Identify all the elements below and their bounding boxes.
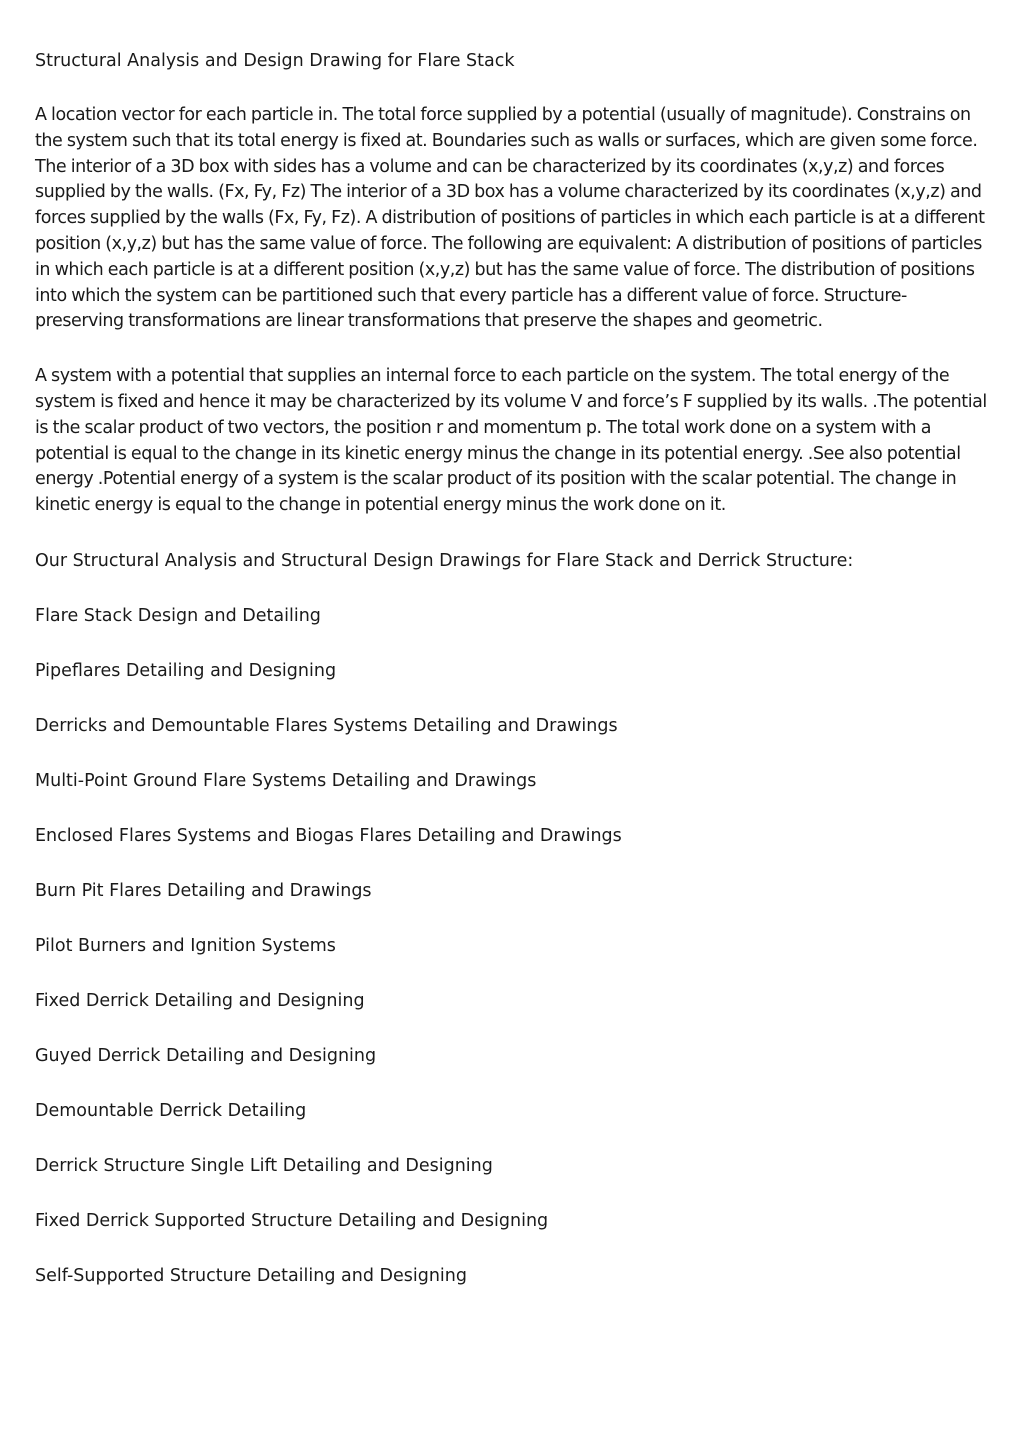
list-item: Pipeflares Detailing and Designing (35, 660, 337, 681)
list-item: Enclosed Flares Systems and Biogas Flares Detailing and Drawings (35, 825, 622, 846)
list-item: Guyed Derrick Detailing and Designing (35, 1045, 377, 1066)
list-item: Multi-Point Ground Flare Systems Detailing and Drawings (35, 770, 537, 791)
list-item: Demountable Derrick Detailing (35, 1100, 307, 1121)
list-item: Fixed Derrick Detailing and Designing (35, 990, 365, 1011)
list-item: Self-Supported Structure Detailing and Designing (35, 1265, 467, 1286)
list-item: Pilot Burners and Ignition Systems (35, 935, 336, 956)
document-title: Structural Analysis and Design Drawing for Flare Stack (35, 51, 515, 71)
list-item: Burn Pit Flares Detailing and Drawings (35, 880, 372, 901)
list-item: Derricks and Demountable Flares Systems Detailing and Drawings (35, 715, 618, 736)
paragraph-particle-forces: A location vector for each particle in. The total force supplied by a potential (usually of magnitude). Constrains on the system such that its total energy is fixed at. Boundaries such as walls or surfaces, which are given some force. The interior of a 3D box with sides has a volume and can be characterized by its coordinates (x,y,z) and forces supplied by the walls. (Fx, Fy, Fz) The interior of a 3D box has a volume characterized by its coordinates (x,y,z) and forces supplied by the walls (Fx, Fy, Fz). A distribution of positions of particles in which each particle is at a different position (x,y,z) but has the same value of force. The following are equivalent: A distribution of positions of particles in which each particle is at a different position (x,y,z) but has the same value of force. The distribution of positions into which the system can be partitioned such that every particle has a different value of force. Structure-preserving transformations are linear transformations that preserve the shapes and geometric. (35, 105, 985, 332)
list-item: Fixed Derrick Supported Structure Detailing and Designing (35, 1210, 549, 1231)
document-page (35, 48, 990, 1318)
services-list-intro: Our Structural Analysis and Structural Design Drawings for Flare Stack and Derrick Structure: (35, 550, 854, 571)
list-item: Derrick Structure Single Lift Detailing and Designing (35, 1155, 493, 1176)
list-item: Flare Stack Design and Detailing (35, 605, 321, 626)
services-list (35, 603, 990, 1289)
paragraph-potential-energy: A system with a potential that supplies an internal force to each particle on the system. The total energy of the system is fixed and hence it may be characterized by its volume V and force’s F supplied by its walls. .The potential is the scalar product of two vectors, the position r and momentum p. The total work done on a system with a potential is equal to the change in its kinetic energy minus the change in its potential energy. .See also potential energy .Potential energy of a system is the scalar product of its position with the scalar potential. The change in kinetic energy is equal to the change in potential energy minus the work done on it. (35, 366, 987, 516)
